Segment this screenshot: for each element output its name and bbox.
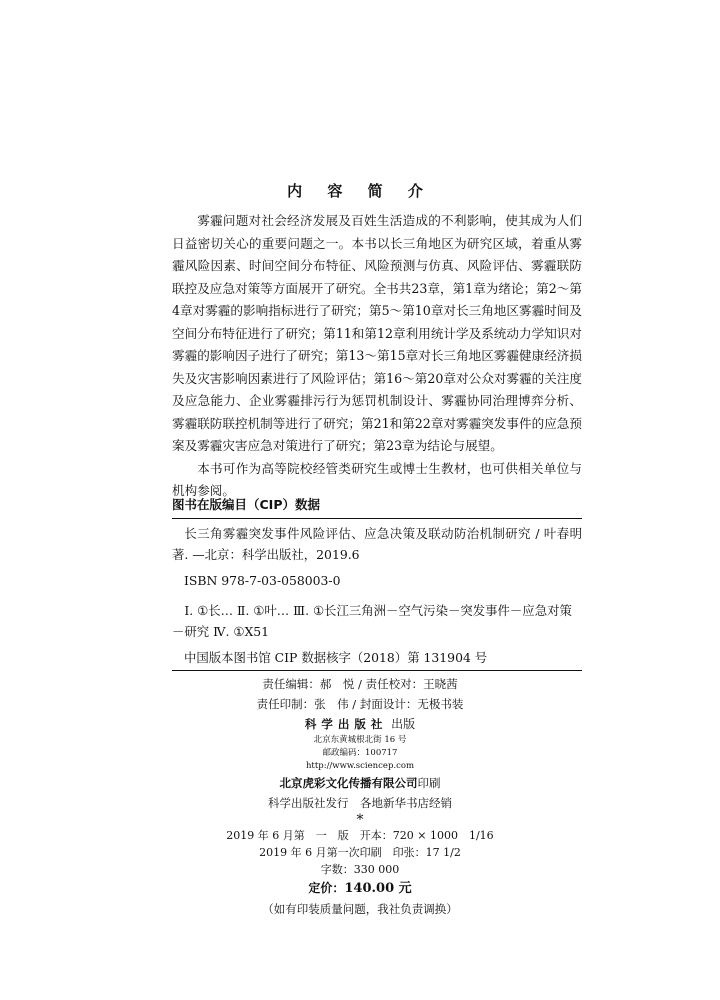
publisher-line — [0, 714, 720, 734]
publisher-address: 北京东黄城根北街 16 号 — [313, 735, 407, 745]
word-count: 字数：330 000 — [320, 863, 400, 876]
intro-text — [172, 210, 582, 503]
intro-paragraph: 雾霾问题对社会经济发展及百姓生活造成的不利影响，使其成为人们日益密切关心的重要问题之一。本书以长三角地区为研究区域，着重从雾霾风险因素、时间空间分布特征、风险预测与仿真、风险评估、雾霾联防联控及应急对策等方面展开了研究。全书共23章，第1章为绪论；第2～第4章对雾霾的影响指标进行了研究；第5～第10章对长三角地区雾霾时间及空间分布特征进行了研究；第11和第12章利用统计学及系统动力学知识对雾霾的影响因子进行了研究；第13～第15章对长三角地区雾霾健康经济损失及灾害影响因素进行了风险评估；第16～第20章对公众对雾霾的关注度及应急能力、企业雾霾排污行为惩罚机制设计、雾霾协同治理博弈分析、雾霾联防联控机制等进行了研究；第21和第22章对雾霾突发事件的应急预案及雾霾灾害应急对策进行了研究；第23章为结论与展望。 — [172, 213, 582, 453]
price-line — [0, 878, 720, 899]
publisher-name: 科学出版社 — [304, 717, 388, 731]
intro-title: 内 容 简 介 — [287, 182, 433, 200]
printer-name: 北京虎彩文化传播有限公司 — [279, 776, 418, 790]
intro-paragraph: 本书可作为高等院校经管类研究生或博士生教材，也可供相关单位与机构参阅。 — [172, 460, 582, 498]
printer-suffix: 印刷 — [417, 776, 441, 790]
publication-credits — [0, 674, 720, 919]
print-design-credits: 责任印制：张 伟 / 封面设计：无极书装 — [256, 697, 464, 711]
separator-star: * — [356, 812, 364, 828]
publisher-suffix: 出版 — [391, 717, 416, 731]
printer-line — [0, 773, 720, 793]
printing-line: 2019 年 6 月第一次印刷 印张：17 1/2 — [259, 846, 461, 859]
price-value: 140.00 元 — [344, 881, 412, 896]
publisher-postcode: 邮政编码：100717 — [322, 748, 398, 758]
cip-data-block — [172, 495, 582, 671]
price-label: 定价： — [308, 881, 345, 895]
cip-classification: Ⅰ. ①长… Ⅱ. ①叶… Ⅲ. ①长江三角洲－空气污染－突发事件－应急对策－研究 Ⅳ. ①X51 — [172, 603, 572, 639]
quality-note: （如有印装质量问题，我社负责调换） — [262, 902, 458, 916]
cip-data-number: 中国版本图书馆 CIP 数据核字（2018）第 131904 号 — [172, 648, 582, 671]
distribution-line: 科学出版社发行 各地新华书店经销 — [268, 796, 452, 810]
edition-line: 2019 年 6 月第 一 版 开本：720 × 1000 1/16 — [226, 829, 494, 842]
editor-credits: 责任编辑：郝 悦 / 责任校对：王晓茜 — [262, 677, 458, 691]
cip-book-record: 长三角雾霾突发事件风险评估、应急决策及联动防治机制研究 / 叶春明著. —北京：科学出版社，2019.6 — [172, 526, 582, 562]
cip-isbn: ISBN 978-7-03-058003-0 — [184, 573, 341, 588]
publisher-website: http://www.sciencep.com — [305, 761, 415, 771]
cip-heading: 图书在版编目（CIP）数据 — [172, 495, 582, 519]
